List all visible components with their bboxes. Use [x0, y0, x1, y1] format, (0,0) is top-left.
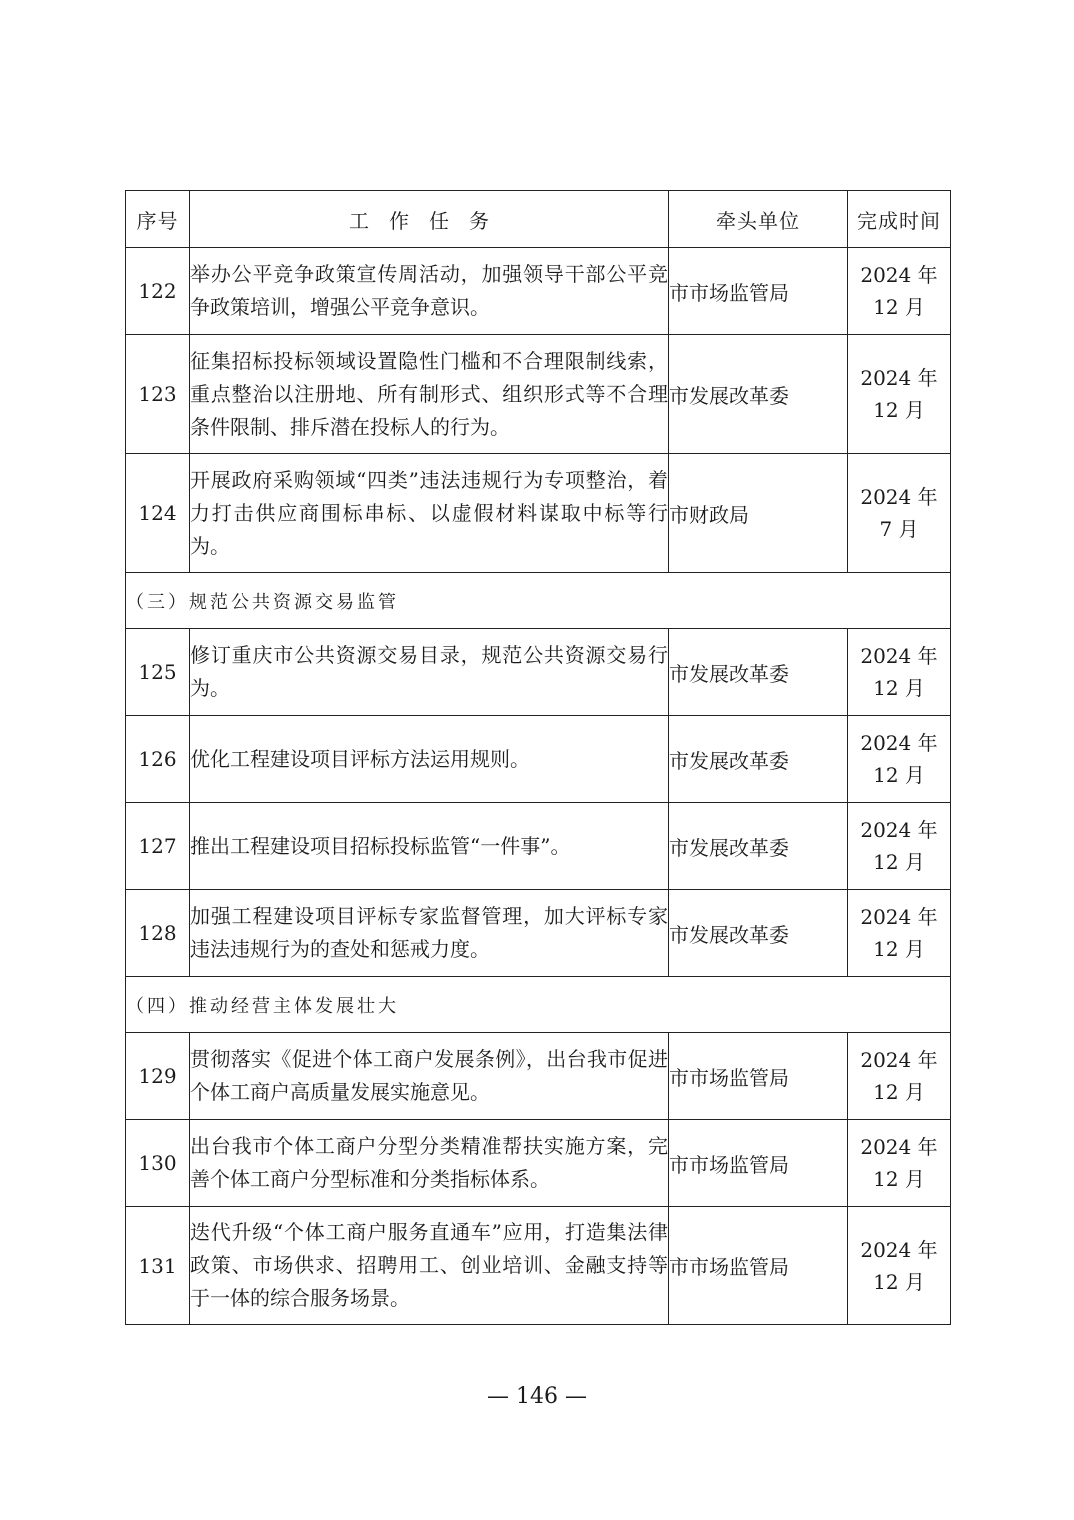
due-month: 12 月	[873, 295, 925, 319]
table-row	[126, 454, 951, 573]
row-due	[848, 1207, 951, 1325]
table-row	[126, 1207, 951, 1325]
row-due	[848, 1120, 951, 1207]
header-task: 工作任务	[190, 191, 669, 248]
row-seq: 125	[126, 629, 190, 716]
work-task-table	[125, 190, 951, 1325]
due-year: 2024 年	[860, 1048, 938, 1072]
table-row	[126, 890, 951, 977]
header-seq: 序号	[126, 191, 190, 248]
due-year: 2024 年	[860, 1135, 938, 1159]
row-due	[848, 716, 951, 803]
due-year: 2024 年	[860, 905, 938, 929]
row-task: 贯彻落实《促进个体工商户发展条例》，出台我市促进个体工商户高质量发展实施意见。	[190, 1033, 669, 1120]
due-year: 2024 年	[860, 366, 938, 390]
row-task: 迭代升级“个体工商户服务直通车”应用，打造集法律政策、市场供求、招聘用工、创业培训、金融支持等于一体的综合服务场景。	[190, 1207, 669, 1325]
row-unit: 市发展改革委	[669, 629, 848, 716]
row-due	[848, 890, 951, 977]
row-seq: 131	[126, 1207, 190, 1325]
row-seq: 128	[126, 890, 190, 977]
due-month: 12 月	[873, 937, 925, 961]
due-month: 12 月	[873, 398, 925, 422]
due-month: 12 月	[873, 850, 925, 874]
due-year: 2024 年	[860, 644, 938, 668]
row-seq: 123	[126, 335, 190, 454]
row-seq: 122	[126, 248, 190, 335]
table-row	[126, 248, 951, 335]
due-year: 2024 年	[860, 263, 938, 287]
row-task: 修订重庆市公共资源交易目录，规范公共资源交易行为。	[190, 629, 669, 716]
section-heading: （三）规范公共资源交易监管	[126, 573, 951, 629]
row-due	[848, 629, 951, 716]
row-seq: 127	[126, 803, 190, 890]
table-row	[126, 1033, 951, 1120]
row-seq: 124	[126, 454, 190, 573]
due-year: 2024 年	[860, 818, 938, 842]
table-row	[126, 629, 951, 716]
row-unit: 市发展改革委	[669, 335, 848, 454]
row-unit: 市发展改革委	[669, 803, 848, 890]
table-row	[126, 335, 951, 454]
due-month: 12 月	[873, 763, 925, 787]
row-due	[848, 248, 951, 335]
row-unit: 市市场监管局	[669, 1033, 848, 1120]
row-due	[848, 335, 951, 454]
section-heading: （四）推动经营主体发展壮大	[126, 977, 951, 1033]
row-task: 征集招标投标领域设置隐性门槛和不合理限制线索，重点整治以注册地、所有制形式、组织形式等不合理条件限制、排斥潜在投标人的行为。	[190, 335, 669, 454]
table-header-row	[126, 191, 951, 248]
row-due	[848, 803, 951, 890]
row-unit: 市发展改革委	[669, 716, 848, 803]
section-row	[126, 977, 951, 1033]
due-year: 2024 年	[860, 1237, 938, 1262]
row-seq: 130	[126, 1120, 190, 1207]
row-task: 举办公平竞争政策宣传周活动，加强领导干部公平竞争政策培训，增强公平竞争意识。	[190, 248, 669, 335]
table-row	[126, 803, 951, 890]
header-due: 完成时间	[848, 191, 951, 248]
row-seq: 126	[126, 716, 190, 803]
due-month: 12 月	[873, 1269, 925, 1294]
table-row	[126, 1120, 951, 1207]
row-task: 加强工程建设项目评标专家监督管理，加大评标专家违法违规行为的查处和惩戒力度。	[190, 890, 669, 977]
row-unit: 市市场监管局	[669, 1207, 848, 1325]
header-unit: 牵头单位	[669, 191, 848, 248]
due-month: 12 月	[873, 1167, 925, 1191]
row-unit: 市发展改革委	[669, 890, 848, 977]
row-unit: 市市场监管局	[669, 248, 848, 335]
page-number: — 146 —	[487, 1384, 587, 1409]
section-row	[126, 573, 951, 629]
row-seq: 129	[126, 1033, 190, 1120]
due-year: 2024 年	[860, 731, 938, 755]
due-year: 2024 年	[860, 485, 938, 509]
table-row	[126, 716, 951, 803]
row-task: 出台我市个体工商户分型分类精准帮扶实施方案，完善个体工商户分型标准和分类指标体系。	[190, 1120, 669, 1207]
row-task: 优化工程建设项目评标方法运用规则。	[190, 716, 669, 803]
row-due	[848, 454, 951, 573]
due-month: 7 月	[879, 517, 919, 541]
row-unit: 市市场监管局	[669, 1120, 848, 1207]
row-task: 推出工程建设项目招标投标监管“一件事”。	[190, 803, 669, 890]
due-month: 12 月	[873, 1080, 925, 1104]
row-task: 开展政府采购领域“四类”违法违规行为专项整治，着力打击供应商围标串标、以虚假材料谋取中标等行为。	[190, 454, 669, 573]
due-month: 12 月	[873, 676, 925, 700]
row-due	[848, 1033, 951, 1120]
row-unit: 市财政局	[669, 454, 848, 573]
